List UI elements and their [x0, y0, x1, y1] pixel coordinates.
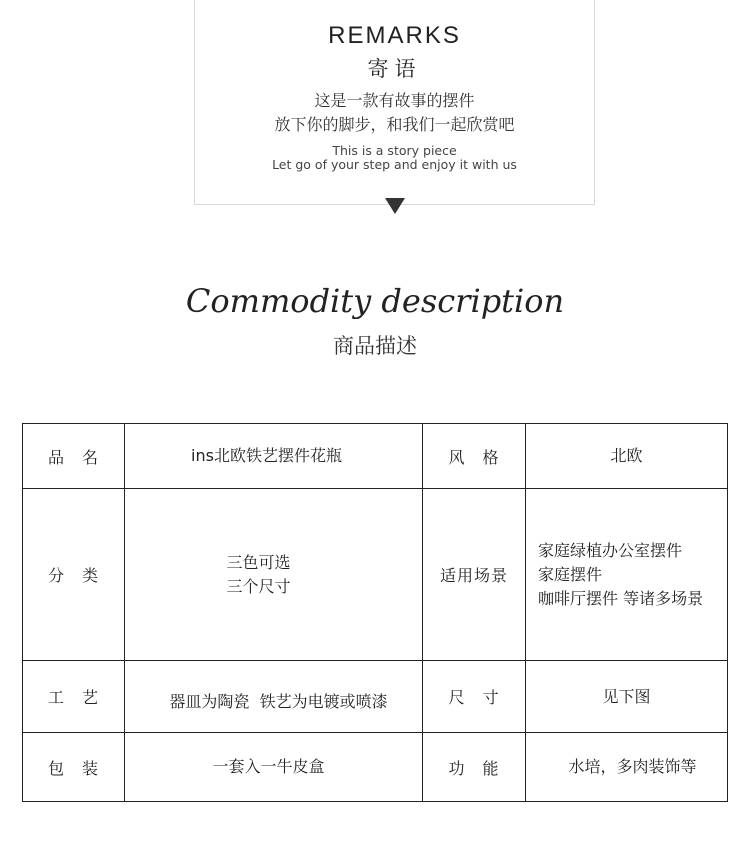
- spec-table: [22, 423, 728, 802]
- spec-value-style: [526, 424, 728, 489]
- table-row: [23, 661, 728, 733]
- remarks-line-en-2: Let go of your step and enjoy it with us: [272, 157, 517, 172]
- remarks-box: [194, 0, 595, 205]
- spec-label-style: 风 格: [423, 424, 526, 489]
- spec-value-name: [125, 424, 423, 489]
- spec-value-line: 北欧: [610, 446, 643, 465]
- spec-label-packaging: 包 装: [23, 733, 125, 802]
- table-row: [23, 489, 728, 661]
- remarks-line-en-1: This is a story piece: [332, 143, 457, 158]
- down-triangle-icon: [385, 198, 405, 214]
- spec-label-name: 品 名: [23, 424, 125, 489]
- spec-value-craft: [125, 661, 423, 733]
- spec-value-line: ins北欧铁艺摆件花瓶: [191, 446, 342, 465]
- spec-value-size: [526, 661, 728, 733]
- spec-value-lines: [538, 539, 703, 611]
- spec-label-craft: 工 艺: [23, 661, 125, 733]
- remarks-title: REMARKS: [328, 22, 461, 49]
- spec-value-line: 器皿为陶瓷 铁艺为电镀或喷漆: [169, 691, 388, 711]
- spec-value-line: 家庭摆件: [538, 564, 603, 584]
- spec-label-category: 分 类: [23, 489, 125, 661]
- spec-label-scene: 适用场景: [423, 489, 526, 661]
- remarks-cn-title: 寄语: [367, 57, 422, 81]
- spec-value-line: 三色可选: [226, 552, 291, 572]
- table-row: [23, 424, 728, 489]
- section-title-en: Commodity description: [185, 282, 565, 320]
- section-title-cn: 商品描述: [333, 334, 417, 358]
- spec-value-line: 水培，多肉装饰等: [568, 757, 697, 776]
- spec-value-lines: [226, 551, 290, 599]
- spec-value-scene: [526, 489, 728, 661]
- table-row: [23, 733, 728, 802]
- spec-value-line: 家庭绿植办公室摆件: [538, 540, 683, 560]
- spec-value-line: 三个尺寸: [226, 576, 291, 596]
- spec-value-packaging: [125, 733, 423, 802]
- spec-label-size: 尺 寸: [423, 661, 526, 733]
- remarks-line-cn-1: 这是一款有故事的摆件: [314, 91, 475, 110]
- remarks-line-cn-2: 放下你的脚步，和我们一起欣赏吧: [274, 115, 515, 134]
- spec-value-line: 一套入一牛皮盒: [212, 757, 325, 776]
- spec-value-line: 见下图: [602, 686, 651, 706]
- spec-value-line: 咖啡厅摆件 等诸多场景: [538, 588, 704, 608]
- spec-value-category: [125, 489, 423, 661]
- spec-label-function: 功 能: [423, 733, 526, 802]
- spec-value-function: [526, 733, 728, 802]
